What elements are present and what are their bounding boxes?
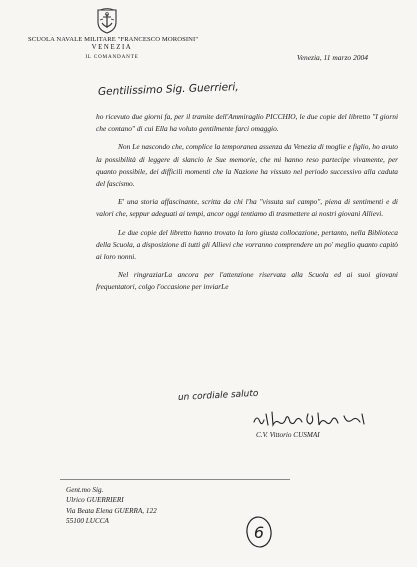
page-mark-number: 6 xyxy=(253,523,265,542)
body-paragraph: ho ricevuto due giorni fa, per il tramite dell'Ammiraglio PICCHIO, le due copie del libretto "I giorni che contano" di cui Ella ha voluto gentilmente farci omaggio. xyxy=(96,112,398,134)
addressee-city: 55100 LUCCA xyxy=(66,517,109,526)
addressee-name: Ulrico GUERRIERI xyxy=(66,496,124,505)
school-city: VENEZIA xyxy=(91,44,133,51)
addressee-street: Via Beata Elena GUERRA, 122 xyxy=(66,506,157,515)
handwritten-page-mark xyxy=(244,514,274,550)
school-role: IL COMANDANTE xyxy=(85,54,139,60)
naval-anchor-crest-icon xyxy=(96,8,118,34)
body-paragraph: Nel ringraziarLa ancora per l'attenzione riservata alla Scuola ed ai suoi giovani frequentatori, colgo l'occasione per inviarLe xyxy=(96,270,398,292)
handwritten-salutation: Gentilissimo Sig. Guerrieri, xyxy=(97,81,239,98)
handwritten-signature xyxy=(252,410,370,430)
signer-name: C.V. Vittorio CUSMAI xyxy=(256,431,320,439)
address-divider xyxy=(60,479,290,480)
body-paragraph: E' una storia affascinante, scritta da chi l'ha "vissuta sul campo", piena di sentimenti e di valori che, seppur adeguati ai tempi, ancor oggi tentiamo di trasmettere ai nostri giovani Allievi. xyxy=(96,197,398,219)
school-name: SCUOLA NAVALE MILITARE "FRANCESCO MOROSINI" xyxy=(28,36,199,43)
addressee-salutation: Gent.mo Sig. xyxy=(66,486,104,494)
handwritten-closing: un cordiale saluto xyxy=(177,388,259,403)
body-paragraph: Le due copie del libretto hanno trovato la loro giusta collocazione, pertanto, nella Biblioteca della Scuola, a disposizione di tutti gli Allievi che vorranno comprendere un po' meglio quanto capitò ai loro nonni. xyxy=(96,227,398,262)
letter-date: Venezia, 11 marzo 2004 xyxy=(296,53,368,62)
body-paragraph: Non Le nascondo che, complice la temporanea assenza da Venezia di moglie e figlio, ho avuto la possibilità di leggere di slancio le Sue memorie, che mi hanno reso partecipe vivamente, per quanto possibile, dei difficili momenti che la Nazione ha vissuto nel periodo successivo alla caduta del fascismo. xyxy=(96,142,398,189)
letter-body xyxy=(96,111,398,300)
addressee-block xyxy=(66,485,157,527)
